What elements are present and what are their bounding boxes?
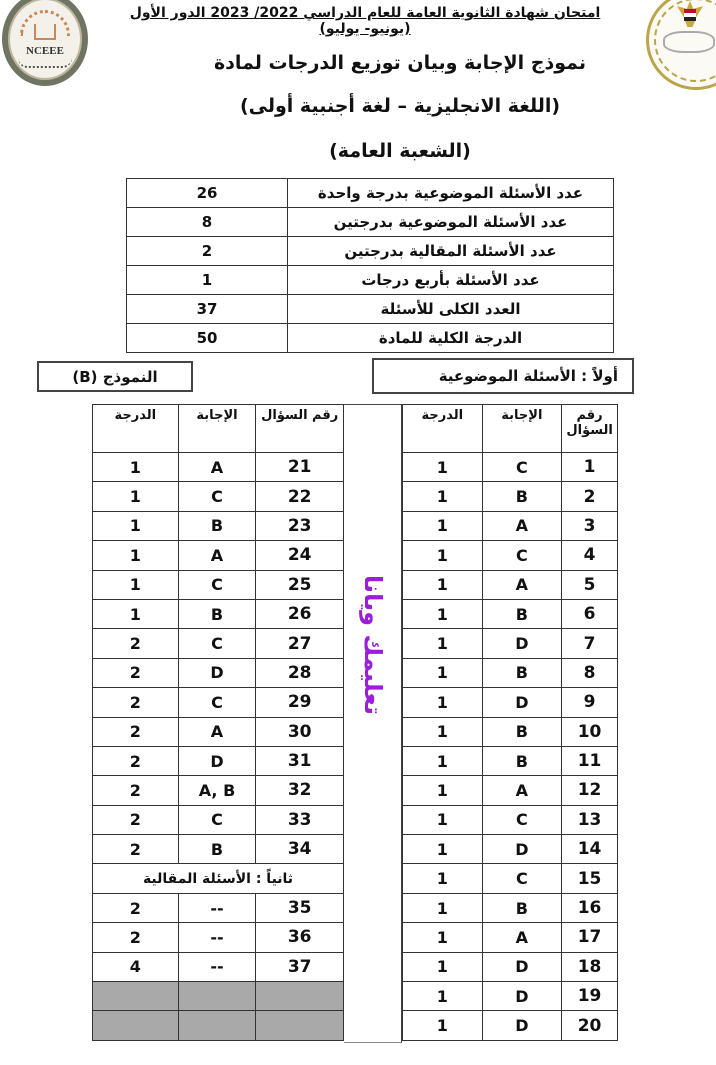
answer-cell: C [178, 482, 256, 511]
answer-cell: C [482, 453, 562, 482]
question-number: 28 [256, 658, 344, 687]
answer-cell: A [482, 923, 562, 952]
question-number: 13 [562, 805, 618, 834]
empty-cell [256, 1011, 344, 1040]
empty-cell [178, 1011, 256, 1040]
score-cell: 2 [93, 717, 179, 746]
question-number: 8 [562, 658, 618, 687]
summary-row [127, 208, 614, 237]
table-row [403, 952, 618, 981]
branch-title: (الشعبة العامة) [329, 140, 471, 162]
col-answer: الإجابة [482, 405, 562, 453]
answer-cell: D [178, 746, 256, 775]
table-row [403, 776, 618, 805]
table-row [93, 453, 344, 482]
question-number: 14 [562, 835, 618, 864]
answer-cell: D [178, 658, 256, 687]
answer-cell: -- [178, 893, 256, 922]
score-cell: 2 [93, 805, 179, 834]
table-row [403, 864, 618, 893]
score-cell: 1 [93, 570, 179, 599]
table-row [403, 923, 618, 952]
score-cell: 1 [403, 893, 483, 922]
summary-label: الدرجة الكلية للمادة [288, 324, 614, 353]
answer-cell: C [482, 864, 562, 893]
table-row [93, 629, 344, 658]
header-row [403, 405, 618, 453]
summary-label: عدد الأسئلة المقالية بدرجتين [288, 237, 614, 266]
question-number: 24 [256, 541, 344, 570]
score-cell: 2 [93, 629, 179, 658]
summary-label: عدد الأسئلة الموضوعية بدرجتين [288, 208, 614, 237]
answer-cell: A [482, 776, 562, 805]
table-row [93, 805, 344, 834]
watermark-text: تعليمك ويانا [359, 575, 388, 715]
table-row [403, 717, 618, 746]
table-row [403, 511, 618, 540]
question-number: 32 [256, 776, 344, 805]
question-number: 4 [562, 541, 618, 570]
table-row [93, 835, 344, 864]
question-number: 34 [256, 835, 344, 864]
summary-label: عدد الأسئلة الموضوعية بدرجة واحدة [288, 179, 614, 208]
question-number: 3 [562, 511, 618, 540]
question-number: 19 [562, 982, 618, 1011]
summary-label: العدد الكلى للأسئلة [288, 295, 614, 324]
question-number: 27 [256, 629, 344, 658]
summary-table [126, 178, 614, 353]
table-row [93, 658, 344, 687]
section-row [93, 864, 344, 893]
ministry-logo [646, 0, 716, 90]
score-cell: 1 [403, 482, 483, 511]
table-row [403, 688, 618, 717]
answer-cell: A [482, 511, 562, 540]
col-score: الدرجة [403, 405, 483, 453]
table-row [93, 599, 344, 628]
table-row [403, 658, 618, 687]
score-cell: 1 [403, 746, 483, 775]
answer-cell: C [178, 570, 256, 599]
answer-cell: -- [178, 952, 256, 981]
answer-cell: B [482, 746, 562, 775]
question-number: 25 [256, 570, 344, 599]
question-number: 22 [256, 482, 344, 511]
score-cell: 1 [403, 511, 483, 540]
answers-table-left [92, 404, 344, 1041]
empty-shaded-row [93, 1011, 344, 1040]
answer-cell: C [178, 805, 256, 834]
question-number: 31 [256, 746, 344, 775]
answer-cell: D [482, 1011, 562, 1040]
answer-cell: C [482, 541, 562, 570]
empty-cell [178, 982, 256, 1011]
watermark [347, 555, 399, 735]
score-cell: 4 [93, 952, 179, 981]
answers-table-right [402, 404, 618, 1041]
answer-cell: A, B [178, 776, 256, 805]
score-cell: 2 [93, 658, 179, 687]
score-cell: 1 [403, 982, 483, 1011]
table-row [93, 688, 344, 717]
question-number: 11 [562, 746, 618, 775]
score-cell: 1 [403, 1011, 483, 1040]
col-question-no: رقم السؤال [256, 405, 344, 453]
answer-cell: D [482, 835, 562, 864]
summary-value: 37 [127, 295, 288, 324]
question-number: 33 [256, 805, 344, 834]
answer-cell: B [482, 658, 562, 687]
objective-section-label: أولاً : الأسئلة الموضوعية [372, 358, 634, 394]
summary-value: 1 [127, 266, 288, 295]
col-score: الدرجة [93, 405, 179, 453]
score-cell: 1 [403, 541, 483, 570]
answer-cell: C [178, 629, 256, 658]
table-row [403, 482, 618, 511]
answer-cell: A [178, 453, 256, 482]
score-cell: 1 [403, 952, 483, 981]
score-cell: 1 [403, 688, 483, 717]
question-number: 1 [562, 453, 618, 482]
score-cell: 1 [93, 453, 179, 482]
summary-value: 2 [127, 237, 288, 266]
question-number: 7 [562, 629, 618, 658]
answer-cell: D [482, 952, 562, 981]
question-number: 21 [256, 453, 344, 482]
score-cell: 2 [93, 746, 179, 775]
score-cell: 1 [403, 599, 483, 628]
table-row [93, 952, 344, 981]
flag-icon [684, 9, 696, 21]
answer-cell: -- [178, 923, 256, 952]
main-title: نموذج الإجابة وبيان توزيع الدرجات لمادة [213, 52, 587, 74]
answer-cell: D [482, 688, 562, 717]
summary-label: عدد الأسئلة بأربع درجات [288, 266, 614, 295]
answer-cell: B [482, 482, 562, 511]
score-cell: 1 [403, 923, 483, 952]
table-row [93, 776, 344, 805]
score-cell: 2 [93, 776, 179, 805]
score-cell: 1 [403, 835, 483, 864]
summary-row [127, 237, 614, 266]
exam-title: امتحان شهادة الثانوية العامة للعام الدراسي 2022/ 2023 الدور الأول (يونيو- يوليو) [129, 5, 601, 37]
logo-ring [18, 58, 72, 68]
table-row [93, 717, 344, 746]
table-row [93, 482, 344, 511]
score-cell: 1 [93, 482, 179, 511]
score-cell: 2 [93, 835, 179, 864]
nceee-logo [2, 0, 88, 86]
table-row [403, 599, 618, 628]
question-number: 30 [256, 717, 344, 746]
question-number: 10 [562, 717, 618, 746]
answer-cell: B [482, 893, 562, 922]
empty-cell [93, 1011, 179, 1040]
answer-cell: D [482, 982, 562, 1011]
answer-cell: A [178, 541, 256, 570]
score-cell: 2 [93, 923, 179, 952]
score-cell: 1 [403, 629, 483, 658]
table-row [403, 1011, 618, 1040]
score-cell: 1 [403, 658, 483, 687]
answer-cell: B [482, 599, 562, 628]
question-number: 37 [256, 952, 344, 981]
answer-cell: B [178, 599, 256, 628]
score-cell: 1 [403, 805, 483, 834]
answer-cell: B [178, 835, 256, 864]
table-row [93, 923, 344, 952]
summary-row [127, 295, 614, 324]
table-row [403, 982, 618, 1011]
table-row [403, 746, 618, 775]
question-number: 9 [562, 688, 618, 717]
score-cell: 2 [93, 688, 179, 717]
question-number: 23 [256, 511, 344, 540]
table-row [403, 835, 618, 864]
table-row [93, 541, 344, 570]
table-row [403, 541, 618, 570]
score-cell: 1 [93, 511, 179, 540]
question-number: 35 [256, 893, 344, 922]
question-number: 18 [562, 952, 618, 981]
empty-shaded-row [93, 982, 344, 1011]
essay-section-label: ثانياً : الأسئلة المقالية [93, 864, 344, 893]
summary-row [127, 324, 614, 353]
question-number: 15 [562, 864, 618, 893]
answer-cell: B [178, 511, 256, 540]
empty-cell [256, 982, 344, 1011]
question-number: 12 [562, 776, 618, 805]
question-number: 26 [256, 599, 344, 628]
empty-cell [93, 982, 179, 1011]
answer-cell: A [482, 570, 562, 599]
table-row [403, 453, 618, 482]
answer-cell: A [178, 717, 256, 746]
score-cell: 1 [403, 776, 483, 805]
answer-cell: C [178, 688, 256, 717]
col-answer: الإجابة [178, 405, 256, 453]
question-number: 36 [256, 923, 344, 952]
subject-title: (اللغة الانجليزية – لغة أجنبية أولى) [239, 95, 561, 117]
summary-value: 26 [127, 179, 288, 208]
header-row [93, 405, 344, 453]
scale-icon [34, 24, 56, 40]
score-cell: 1 [403, 453, 483, 482]
answer-cell: B [482, 717, 562, 746]
question-number: 5 [562, 570, 618, 599]
table-row [93, 570, 344, 599]
question-number: 6 [562, 599, 618, 628]
question-number: 17 [562, 923, 618, 952]
score-cell: 1 [403, 864, 483, 893]
score-cell: 1 [93, 541, 179, 570]
question-number: 2 [562, 482, 618, 511]
table-row [403, 893, 618, 922]
summary-row [127, 179, 614, 208]
score-cell: 1 [93, 599, 179, 628]
score-cell: 1 [403, 717, 483, 746]
table-row [93, 893, 344, 922]
summary-value: 50 [127, 324, 288, 353]
table-row [93, 511, 344, 540]
question-number: 16 [562, 893, 618, 922]
question-number: 29 [256, 688, 344, 717]
logo-left-text: NCEEE [26, 45, 64, 57]
summary-row [127, 266, 614, 295]
answer-cell: C [482, 805, 562, 834]
table-row [403, 805, 618, 834]
calligraphy-emblem [663, 31, 715, 53]
table-row [403, 570, 618, 599]
model-label: النموذج (B) [37, 361, 193, 392]
summary-value: 8 [127, 208, 288, 237]
table-row [93, 746, 344, 775]
score-cell: 1 [403, 570, 483, 599]
col-question-no: رقم السؤال [562, 405, 618, 453]
answer-cell: D [482, 629, 562, 658]
table-row [403, 629, 618, 658]
question-number: 20 [562, 1011, 618, 1040]
score-cell: 2 [93, 893, 179, 922]
